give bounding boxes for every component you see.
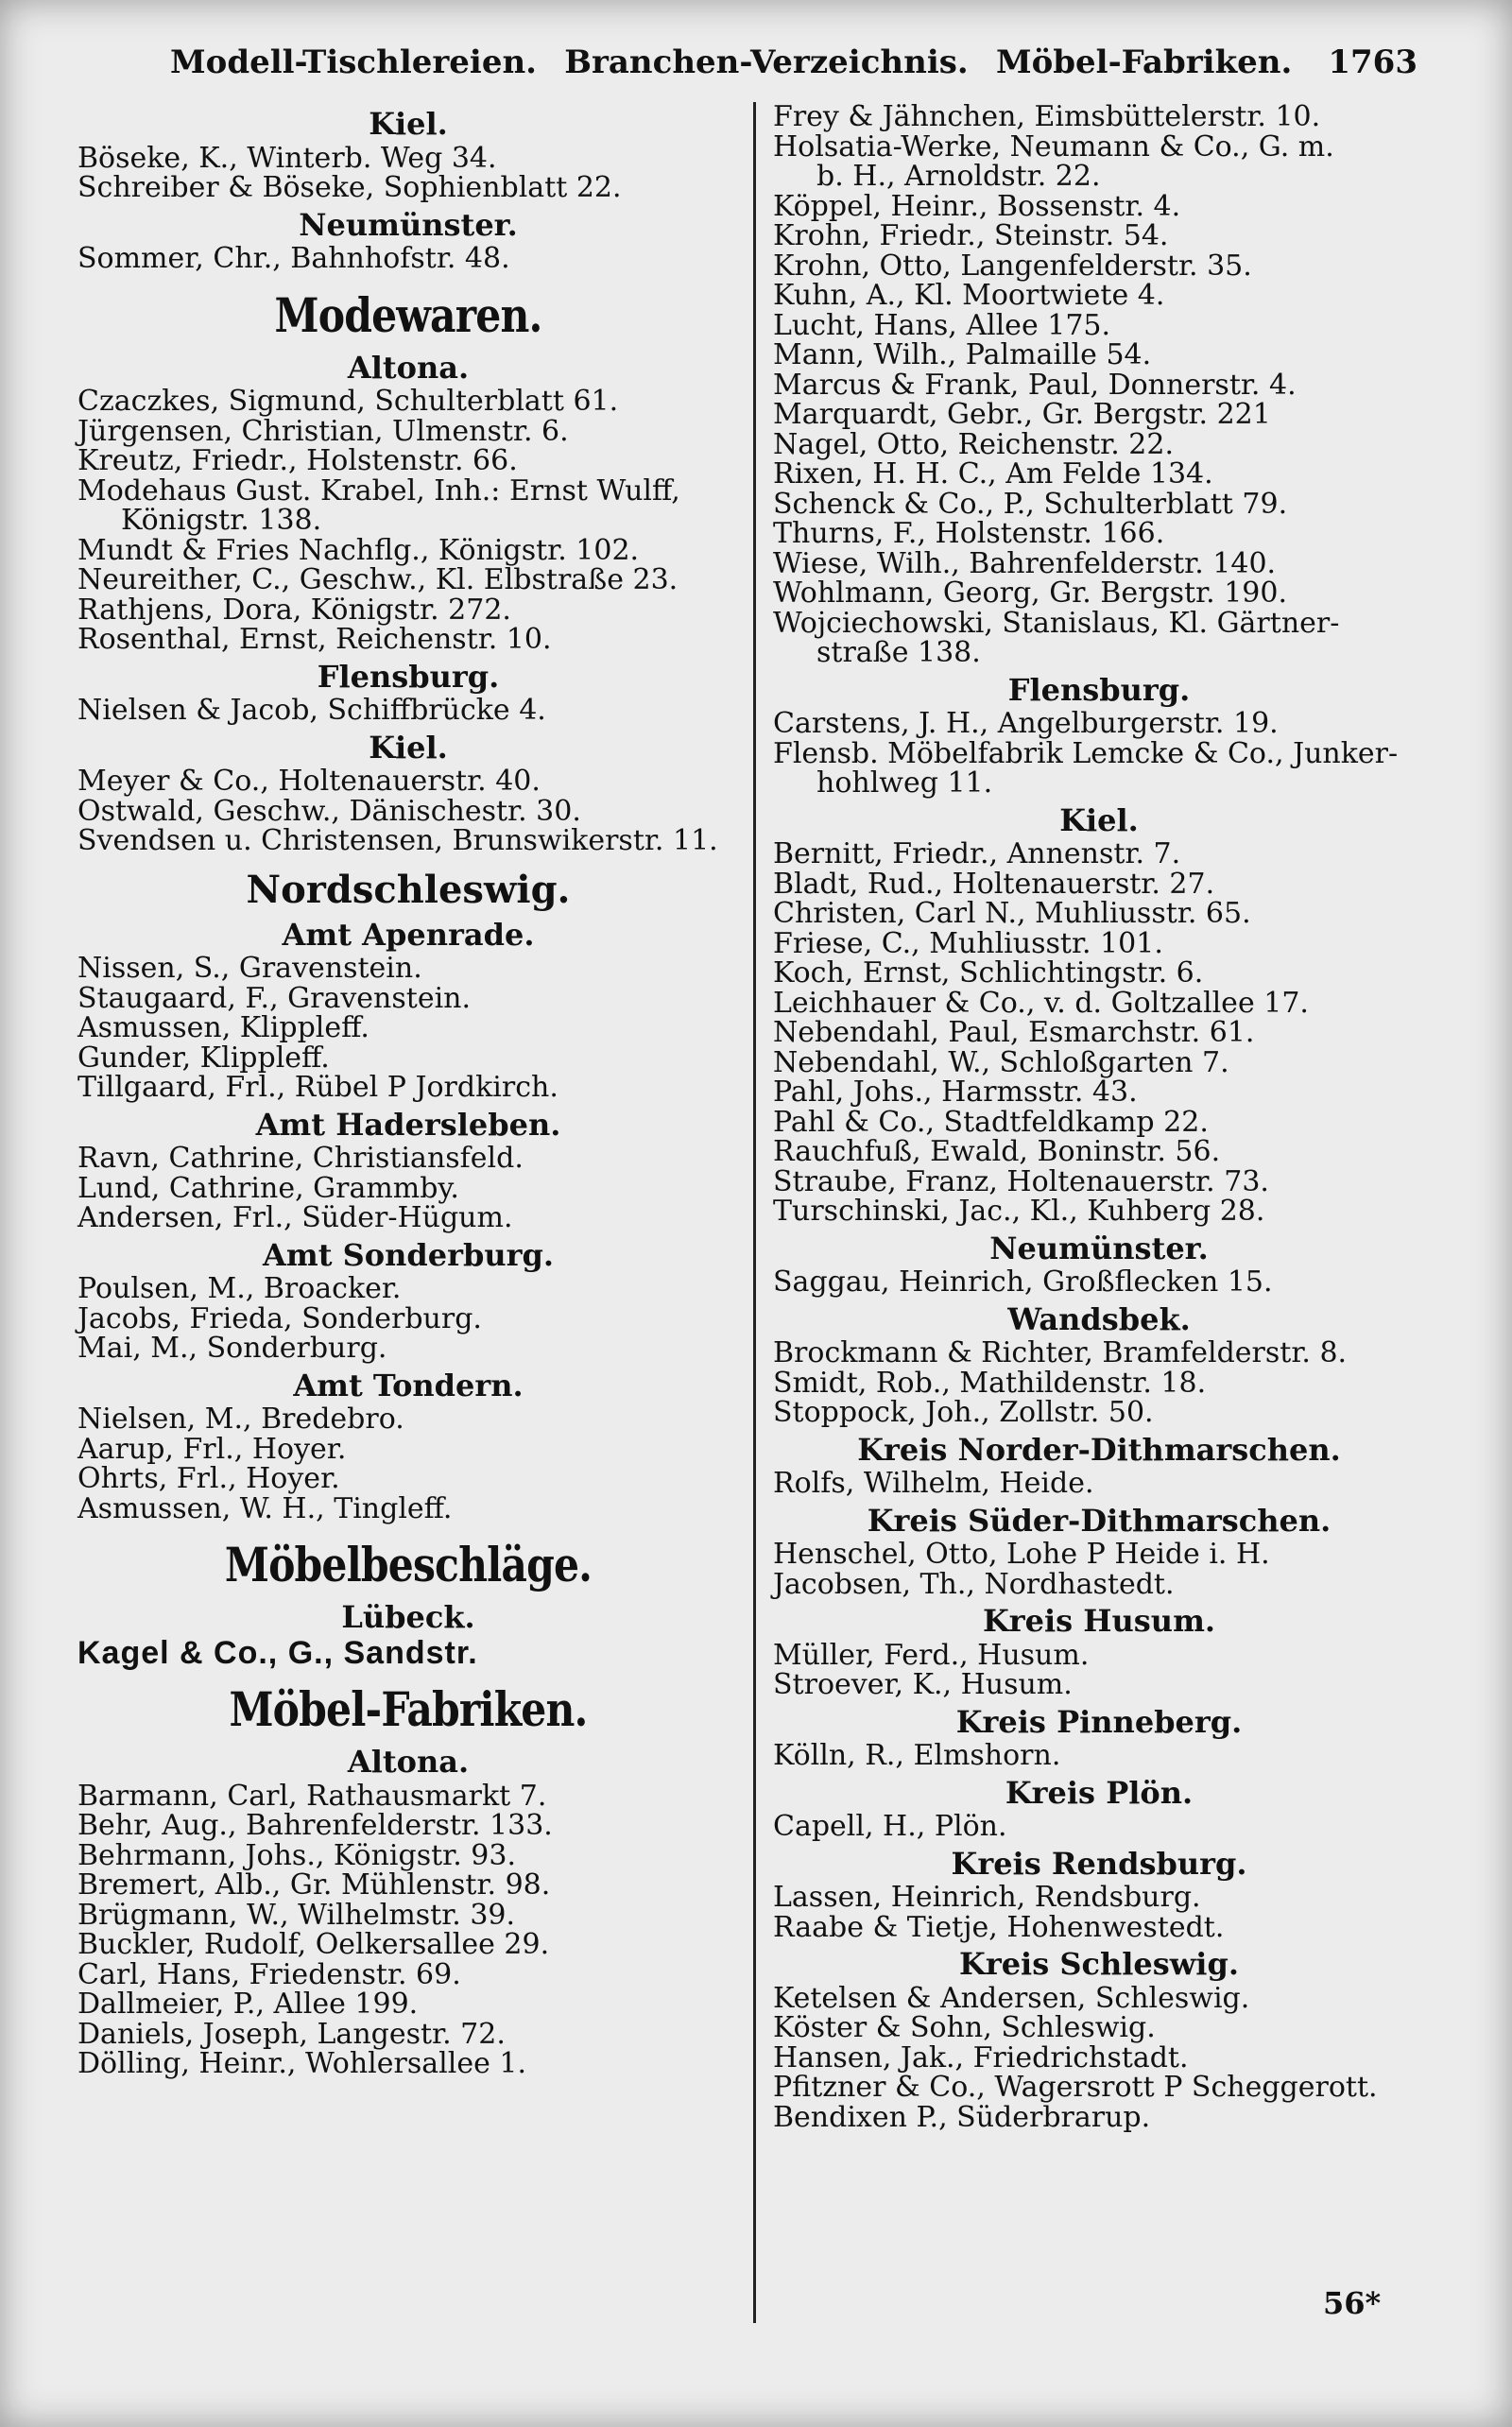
directory-entry: Tillgaard, Frl., Rübel P Jordkirch. [77,1071,558,1104]
directory-entry: Rauchfuß, Ewald, Boninstr. 56. [773,1135,1221,1168]
section-heading: Flensburg. [317,658,500,695]
directory-entry: Barmann, Carl, Rathausmarkt 7. [77,1779,547,1813]
section-heading: Kreis Süder-Dithmarschen. [867,1502,1332,1539]
section-heading: Kiel. [369,106,448,142]
directory-entry: Pahl & Co., Stadtfeldkamp 22. [773,1105,1209,1139]
directory-entry: Böseke, K., Winterb. Weg 34. [77,141,497,175]
directory-entry: Staugaard, F., Gravenstein. [77,981,472,1015]
directory-entry: Leichhauer & Co., v. d. Goltzallee 17. [773,986,1309,1020]
directory-entry: Andersen, Frl., Süder-Hügum. [77,1201,513,1234]
directory-entry: Lund, Cathrine, Grammby. [77,1171,459,1205]
section-heading: Neumünster. [989,1230,1209,1266]
directory-entry: Daniels, Joseph, Langestr. 72. [77,2017,506,2051]
directory-entry: Nielsen, M., Bredebro. [77,1403,404,1436]
directory-entry: Sommer, Chr., Bahnhofstr. 48. [77,242,510,275]
directory-entry-bold: Kagel & Co., G., Sandstr. [77,1634,478,1671]
left-column [77,102,739,2079]
page-number: 1763 [1328,43,1418,81]
header-center: Branchen-Verzeichnis. [564,43,969,81]
directory-entry: Brockmann & Richter, Bramfelderstr. 8. [773,1336,1348,1369]
section-heading: Kiel. [1059,801,1139,838]
directory-entry: Asmussen, Klippleff. [77,1011,369,1044]
directory-entry: Turschinski, Jac., Kl., Kuhberg 28. [773,1195,1265,1228]
directory-entry: Buckler, Rudolf, Oelkersallee 29. [77,1928,550,1961]
directory-entry-continuation: straße 138. [816,636,981,669]
section-heading: Kreis Pinneberg. [955,1703,1243,1740]
directory-entry: Jacobs, Frieda, Sonderburg. [77,1301,482,1335]
header-left: Modell-Tischlereien. [170,43,538,81]
directory-entry: Asmussen, W. H., Tingleff. [77,1491,453,1525]
directory-entry: Frey & Jähnchen, Eimsbüttelerstr. 10. [773,100,1321,133]
directory-entry: Mundt & Fries Nachflg., Königstr. 102. [77,533,640,567]
directory-entry-continuation: b. H., Arnoldstr. 22. [816,160,1101,193]
directory-entry: Nagel, Otto, Reichenstr. 22. [773,427,1175,461]
directory-entry: Meyer & Co., Holtenauerstr. 40. [77,765,541,798]
directory-entry: Henschel, Otto, Lohe P Heide i. H. [773,1538,1270,1571]
directory-entry: Lassen, Heinrich, Rendsburg. [773,1881,1201,1914]
section-heading: Kreis Rendsburg. [951,1845,1247,1882]
directory-entry: Svendsen u. Christensen, Brunswikerstr. 11. [77,824,718,857]
directory-entry: Koch, Ernst, Schlichtingstr. 6. [773,956,1204,990]
directory-entry: Hansen, Jak., Friedrichstadt. [773,2040,1189,2074]
directory-entry: Neureither, C., Geschw., Kl. Elbstraße 23. [77,563,679,596]
directory-entry: Nebendahl, W., Schloßgarten 7. [773,1045,1229,1079]
directory-entry: Saggau, Heinrich, Großflecken 15. [773,1265,1273,1299]
directory-entry: Kölln, R., Elmshorn. [773,1739,1061,1772]
directory-entry: Pahl, Johs., Harmsstr. 43. [773,1076,1138,1109]
directory-entry: Ohrts, Frl., Hoyer. [77,1462,340,1495]
right-column [773,102,1425,2132]
directory-entry: Smidt, Rob., Mathildenstr. 18. [773,1366,1207,1400]
directory-entry: Flensb. Möbelfabrik Lemcke & Co., Junker- [773,736,1399,770]
category-heading: Modewaren. [274,286,542,343]
directory-entry: Aarup, Frl., Hoyer. [77,1432,347,1466]
directory-entry: Straube, Franz, Holtenauerstr. 73. [773,1164,1269,1198]
directory-entry: Bernitt, Friedr., Annenstr. 7. [773,837,1181,870]
directory-entry: Rolfs, Wilhelm, Heide. [773,1467,1094,1500]
directory-entry: Dölling, Heinr., Wohlersallee 1. [77,2047,526,2080]
section-heading: Lübeck. [341,1599,475,1635]
directory-entry: Nielsen & Jacob, Schiffbrücke 4. [77,694,546,727]
directory-entry-continuation: hohlweg 11. [816,766,993,800]
directory-entry: Kuhn, A., Kl. Moortwiete 4. [773,279,1165,312]
region-heading: Nordschleswig. [246,867,571,912]
column-divider [753,102,756,2323]
section-heading: Flensburg. [1007,671,1191,708]
directory-entry: Czaczkes, Sigmund, Schulterblatt 61. [77,385,619,418]
section-heading: Amt Tondern. [293,1367,524,1403]
directory-entry: Rosenthal, Ernst, Reichenstr. 10. [77,623,552,656]
directory-entry: Krohn, Otto, Langenfelderstr. 35. [773,249,1252,283]
directory-entry: Carl, Hans, Friedenstr. 69. [77,1957,461,1991]
directory-entry-continuation: Königstr. 138. [121,504,322,537]
directory-entry: Capell, H., Plön. [773,1810,1007,1843]
directory-entry: Behr, Aug., Bahrenfelderstr. 133. [77,1809,553,1842]
section-heading: Kreis Norder-Dithmarschen. [857,1431,1341,1468]
category-heading: Möbel-Fabriken. [229,1681,588,1737]
section-heading: Wandsbek. [1007,1300,1191,1337]
directory-entry: Nissen, S., Gravenstein. [77,952,422,985]
directory-entry: Rixen, H. H. C., Am Felde 134. [773,457,1213,491]
directory-entry: Ketelsen & Andersen, Schleswig. [773,1981,1250,2015]
directory-entry: Raabe & Tietje, Hohenwestedt. [773,1910,1225,1944]
directory-entry: Rathjens, Dora, Königstr. 272. [77,593,511,627]
directory-entry: Wohlmann, Georg, Gr. Bergstr. 190. [773,577,1288,610]
directory-entry: Wojciechowski, Stanislaus, Kl. Gärtner- [773,606,1340,640]
directory-entry: Marquardt, Gebr., Gr. Bergstr. 221 [773,398,1271,431]
directory-entry: Kreutz, Friedr., Holstenstr. 66. [77,444,518,477]
section-heading: Kreis Schleswig. [959,1946,1239,1982]
directory-entry: Stoppock, Joh., Zollstr. 50. [773,1396,1154,1429]
section-heading: Altona. [347,1744,470,1780]
section-heading: Amt Hadersleben. [255,1106,561,1143]
section-heading: Altona. [347,349,470,386]
directory-entry: Marcus & Frank, Paul, Donnerstr. 4. [773,368,1297,402]
directory-entry: Ravn, Cathrine, Christiansfeld. [77,1142,524,1175]
category-heading: Möbelbeschläge. [224,1537,593,1592]
header-right: Möbel-Fabriken. [995,43,1293,81]
directory-entry: Thurns, F., Holstenstr. 166. [773,517,1165,550]
directory-entry: Bladt, Rud., Holtenauerstr. 27. [773,867,1215,901]
directory-entry: Schreiber & Böseke, Sophienblatt 22. [77,171,622,204]
directory-entry: Nebendahl, Paul, Esmarchstr. 61. [773,1016,1255,1049]
directory-entry: Holsatia-Werke, Neumann & Co., G. m. [773,129,1334,164]
directory-entry: Jacobsen, Th., Nordhastedt. [773,1567,1175,1601]
section-heading: Neumünster. [299,206,518,243]
directory-entry: Gunder, Klippleff. [77,1041,330,1075]
directory-entry: Bendixen P., Süderbrarup. [773,2100,1151,2134]
directory-entry: Pfitzner & Co., Wagersrott P Scheggerott. [773,2071,1378,2104]
directory-entry: Köppel, Heinr., Bossenstr. 4. [773,189,1181,223]
page-header [170,36,1418,89]
directory-entry: Behrmann, Johs., Königstr. 93. [77,1838,516,1872]
directory-entry: Modehaus Gust. Krabel, Inh.: Ernst Wulff, [77,473,680,508]
section-heading: Amt Apenrade. [282,916,535,953]
directory-entry: Carstens, J. H., Angelburgerstr. 19. [773,707,1279,740]
section-heading: Kiel. [369,729,448,766]
directory-entry: Köster & Sohn, Schleswig. [773,2011,1156,2044]
directory-entry: Brügmann, W., Wilhelmstr. 39. [77,1898,516,1932]
footer-page-mark: 56* [1323,2285,1382,2321]
directory-entry: Friese, C., Muhliusstr. 101. [773,926,1163,960]
section-heading: Kreis Plön. [1005,1774,1194,1811]
directory-entry: Mai, M., Sonderburg. [77,1332,387,1365]
directory-entry: Ostwald, Geschw., Dänischestr. 30. [77,794,581,828]
directory-entry: Jürgensen, Christian, Ulmenstr. 6. [77,414,569,448]
directory-entry: Müller, Ferd., Husum. [773,1638,1090,1672]
directory-entry: Dallmeier, P., Allee 199. [77,1988,419,2021]
directory-entry: Schenck & Co., P., Schulterblatt 79. [773,487,1288,521]
directory-entry: Stroever, K., Husum. [773,1668,1073,1701]
directory-entry: Lucht, Hans, Allee 175. [773,308,1111,342]
directory-entry: Poulsen, M., Broacker. [77,1272,402,1305]
section-heading: Kreis Husum. [982,1603,1216,1639]
directory-entry: Christen, Carl N., Muhliusstr. 65. [773,897,1251,930]
directory-entry: Wiese, Wilh., Bahrenfelderstr. 140. [773,546,1277,580]
section-heading: Amt Sonderburg. [263,1236,554,1273]
directory-entry: Bremert, Alb., Gr. Mühlenstr. 98. [77,1868,551,1902]
directory-entry: Mann, Wilh., Palmaille 54. [773,338,1152,371]
directory-entry: Krohn, Friedr., Steinstr. 54. [773,219,1169,252]
